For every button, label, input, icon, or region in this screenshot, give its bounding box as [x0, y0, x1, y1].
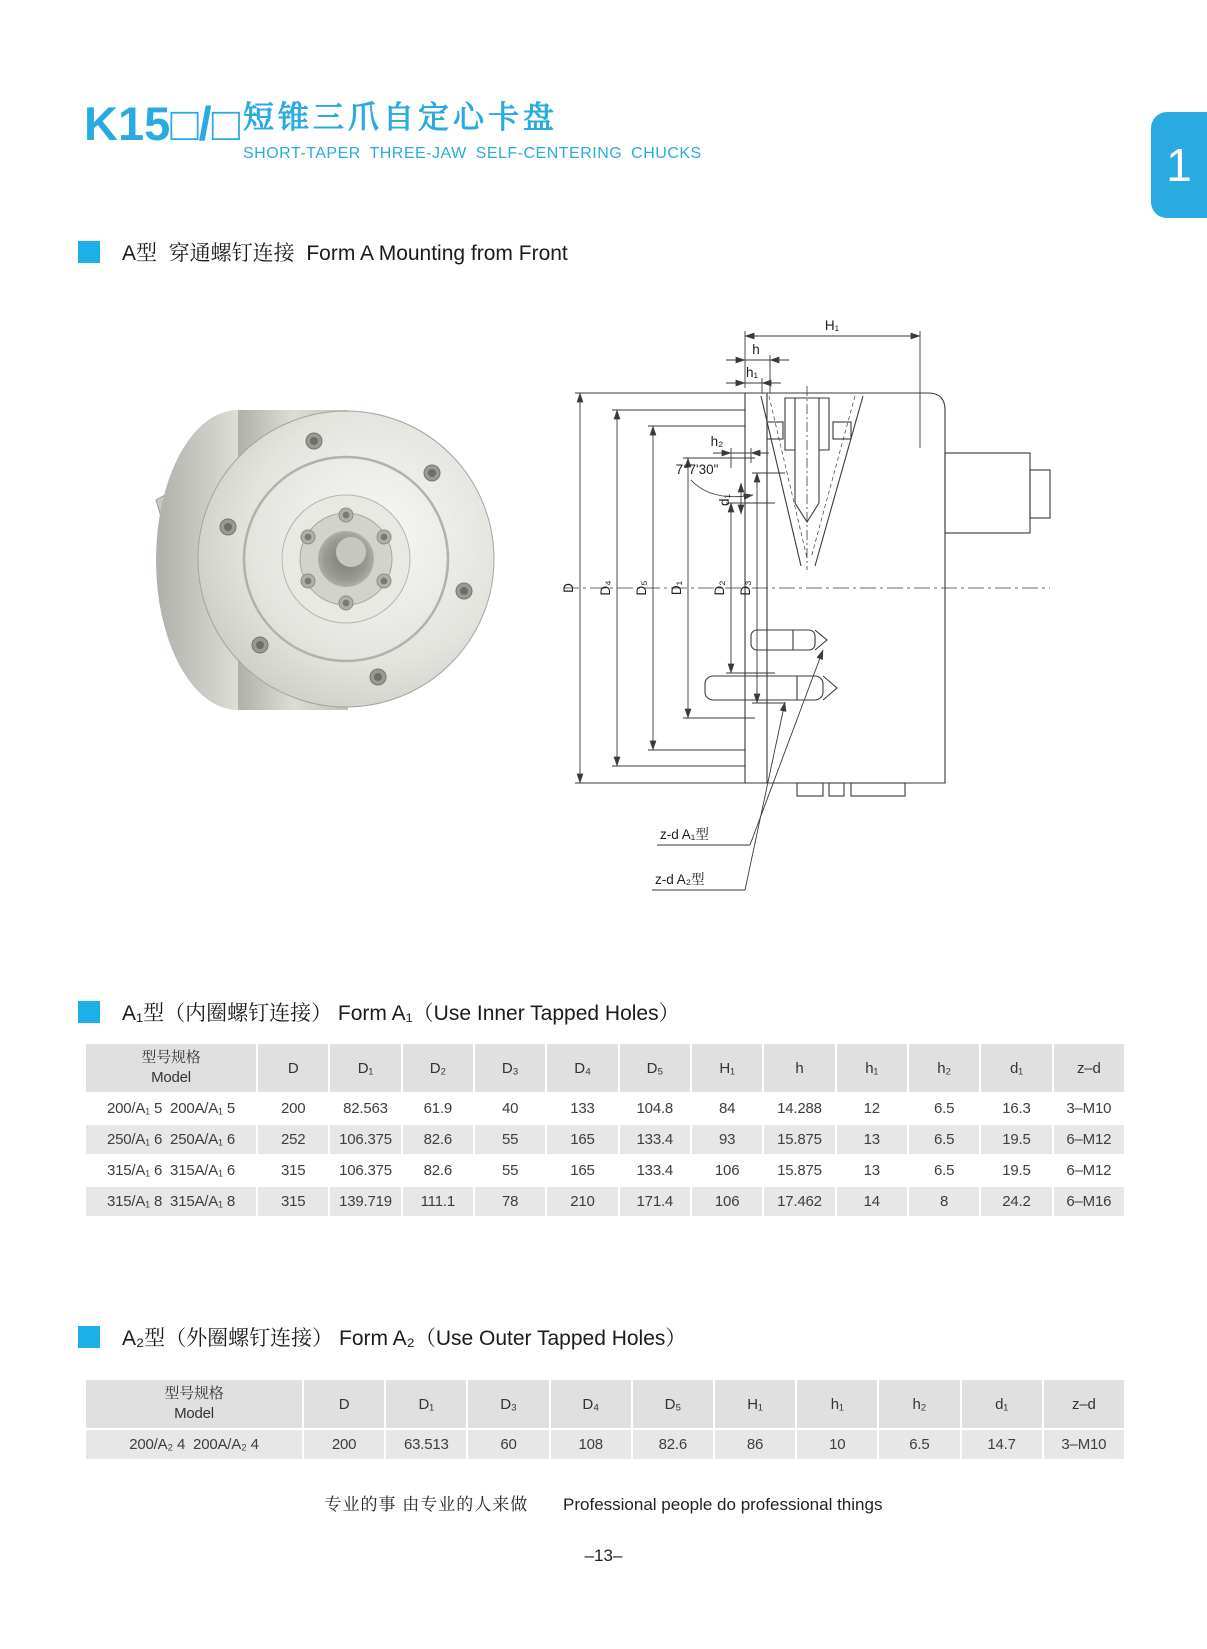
- value-cell: 13: [837, 1156, 907, 1185]
- dim-label-D5: D₅: [634, 580, 649, 596]
- column-header: d₁: [962, 1380, 1042, 1428]
- column-header: h₂: [879, 1380, 959, 1428]
- dim-label-h1: h₁: [745, 365, 759, 380]
- column-header: D₁: [330, 1044, 400, 1092]
- dimension-labels: [561, 318, 840, 887]
- table-row: [86, 1156, 1124, 1185]
- value-cell: 6.5: [909, 1125, 979, 1154]
- column-header: D₂: [403, 1044, 473, 1092]
- page-number: –13–: [584, 1546, 623, 1565]
- model-header-en: Model: [151, 1069, 191, 1086]
- value-cell: 78: [475, 1187, 545, 1216]
- dim-label-H1: H₁: [824, 318, 840, 333]
- model-column-header: [86, 1380, 302, 1428]
- value-cell: 14.288: [764, 1094, 834, 1123]
- value-cell: 19.5: [981, 1156, 1051, 1185]
- value-cell: 15.875: [764, 1156, 834, 1185]
- technical-drawing: [545, 298, 1060, 898]
- table-row: [86, 1430, 1124, 1459]
- model-header-zh: 型号规格: [164, 1385, 224, 1402]
- column-header: h₁: [797, 1380, 877, 1428]
- model-cell: 200/A₁ 5 200A/A₁ 5: [86, 1094, 256, 1123]
- value-cell: 24.2: [981, 1187, 1051, 1216]
- model-cell: 315/A₁ 8 315A/A₁ 8: [86, 1187, 256, 1216]
- page-title-en: SHORT-TAPER THREE-JAW SELF-CENTERING CHUCKS: [243, 145, 702, 162]
- column-header: H₁: [692, 1044, 762, 1092]
- value-cell: 133: [547, 1094, 617, 1123]
- dim-label-h2: h₂: [710, 434, 724, 449]
- dim-label-zd-a2: z-d A₂型: [655, 872, 705, 887]
- value-cell: 55: [475, 1125, 545, 1154]
- value-cell: 63.513: [386, 1430, 466, 1459]
- value-cell: 171.4: [620, 1187, 690, 1216]
- table-row: [86, 1125, 1124, 1154]
- section-form-a-label: A型 穿通螺钉连接 Form A Mounting from Front: [122, 242, 568, 265]
- column-header: D₃: [468, 1380, 548, 1428]
- value-cell: 10: [797, 1430, 877, 1459]
- table-row: [86, 1187, 1124, 1216]
- column-header: D₅: [620, 1044, 690, 1092]
- value-cell: 165: [547, 1125, 617, 1154]
- value-cell: 133.4: [620, 1125, 690, 1154]
- column-header: D₅: [633, 1380, 713, 1428]
- value-cell: 315: [258, 1187, 328, 1216]
- model-header-zh: 型号规格: [141, 1049, 201, 1066]
- value-cell: 6–M16: [1054, 1187, 1124, 1216]
- dim-label-D1: D₁: [669, 580, 684, 596]
- table-row: [86, 1094, 1124, 1123]
- column-header: D₃: [475, 1044, 545, 1092]
- section-form-a2-label: A₂型（外圈螺钉连接） Form A₂（Use Outer Tapped Holes）: [122, 1327, 687, 1350]
- model-cell: 200/A₂ 4 200A/A₂ 4: [86, 1430, 302, 1459]
- value-cell: 17.462: [764, 1187, 834, 1216]
- value-cell: 6.5: [909, 1156, 979, 1185]
- value-cell: 3–M10: [1044, 1430, 1124, 1459]
- column-header: h₂: [909, 1044, 979, 1092]
- value-cell: 14: [837, 1187, 907, 1216]
- value-cell: 93: [692, 1125, 762, 1154]
- value-cell: 84: [692, 1094, 762, 1123]
- value-cell: 165: [547, 1156, 617, 1185]
- column-header: D₄: [547, 1044, 617, 1092]
- form-a1-spec-table: [84, 1042, 1126, 1218]
- column-header: H₁: [715, 1380, 795, 1428]
- value-cell: 16.3: [981, 1094, 1051, 1123]
- model-header-en: Model: [174, 1405, 214, 1422]
- value-cell: 61.9: [403, 1094, 473, 1123]
- dim-label-zd-a1: z-d A₁型: [660, 827, 709, 842]
- value-cell: 86: [715, 1430, 795, 1459]
- value-cell: 210: [547, 1187, 617, 1216]
- value-cell: 104.8: [620, 1094, 690, 1123]
- header-row: [86, 1380, 1124, 1428]
- section-bullet-icon: [78, 241, 100, 263]
- value-cell: 111.1: [403, 1187, 473, 1216]
- column-header: z–d: [1044, 1380, 1124, 1428]
- value-cell: 60: [468, 1430, 548, 1459]
- value-cell: 82.6: [403, 1125, 473, 1154]
- value-cell: 6.5: [909, 1094, 979, 1123]
- value-cell: 19.5: [981, 1125, 1051, 1154]
- value-cell: 15.875: [764, 1125, 834, 1154]
- column-header: D: [304, 1380, 384, 1428]
- value-cell: 40: [475, 1094, 545, 1123]
- section-heading-form-a1: [78, 997, 680, 1027]
- page-title-zh: 短锥三爪自定心卡盘: [243, 100, 558, 135]
- model-code: K15□/□: [84, 97, 241, 150]
- column-header: z–d: [1054, 1044, 1124, 1092]
- model-cell: 250/A₁ 6 250A/A₁ 6: [86, 1125, 256, 1154]
- dim-label-angle: 7°7'30": [675, 462, 719, 477]
- section-heading-form-a2: [78, 1322, 686, 1352]
- value-cell: 6–M12: [1054, 1156, 1124, 1185]
- dim-label-D2: D₂: [712, 580, 727, 596]
- dim-label-D4: D₄: [598, 580, 613, 596]
- value-cell: 200: [304, 1430, 384, 1459]
- value-cell: 106: [692, 1156, 762, 1185]
- value-cell: 315: [258, 1156, 328, 1185]
- dim-label-D3: D₃: [738, 580, 753, 596]
- value-cell: 106: [692, 1187, 762, 1216]
- dim-label-D: D: [561, 583, 576, 593]
- value-cell: 6.5: [879, 1430, 959, 1459]
- section-bullet-icon: [78, 1001, 100, 1023]
- value-cell: 133.4: [620, 1156, 690, 1185]
- column-header: D: [258, 1044, 328, 1092]
- footer-slogan: [0, 1490, 1207, 1515]
- value-cell: 13: [837, 1125, 907, 1154]
- section-heading-form-a: [78, 237, 568, 267]
- value-cell: 6–M12: [1054, 1125, 1124, 1154]
- value-cell: 3–M10: [1054, 1094, 1124, 1123]
- dim-label-d1: d₁: [717, 493, 732, 507]
- value-cell: 106.375: [330, 1125, 400, 1154]
- form-a2-spec-table: [84, 1378, 1126, 1461]
- column-header: d₁: [981, 1044, 1051, 1092]
- dim-label-h: h: [752, 342, 760, 357]
- model-cell: 315/A₁ 6 315A/A₁ 6: [86, 1156, 256, 1185]
- title-block: [243, 92, 702, 163]
- model-column-header: [86, 1044, 256, 1092]
- value-cell: 14.7: [962, 1430, 1042, 1459]
- header-row: [86, 1044, 1124, 1092]
- column-header: h₁: [837, 1044, 907, 1092]
- dimension-lines: [575, 331, 920, 890]
- value-cell: 82.6: [633, 1430, 713, 1459]
- value-cell: 8: [909, 1187, 979, 1216]
- value-cell: 252: [258, 1125, 328, 1154]
- value-cell: 106.375: [330, 1156, 400, 1185]
- footer-slogan-zh: 专业的事 由专业的人来做: [324, 1495, 529, 1514]
- value-cell: 12: [837, 1094, 907, 1123]
- section-form-a1-label: A₁型（内圈螺钉连接） Form A₁（Use Inner Tapped Holes）: [122, 1002, 680, 1025]
- section-bullet-icon: [78, 1326, 100, 1348]
- chuck-product-photo: [146, 392, 496, 726]
- column-header: D₁: [386, 1380, 466, 1428]
- value-cell: 108: [551, 1430, 631, 1459]
- chapter-tab: 1: [1151, 112, 1207, 218]
- value-cell: 55: [475, 1156, 545, 1185]
- value-cell: 82.563: [330, 1094, 400, 1123]
- column-header: D₄: [551, 1380, 631, 1428]
- column-header: h: [764, 1044, 834, 1092]
- value-cell: 200: [258, 1094, 328, 1123]
- value-cell: 82.6: [403, 1156, 473, 1185]
- footer-slogan-en: Professional people do professional things: [563, 1495, 883, 1514]
- value-cell: 139.719: [330, 1187, 400, 1216]
